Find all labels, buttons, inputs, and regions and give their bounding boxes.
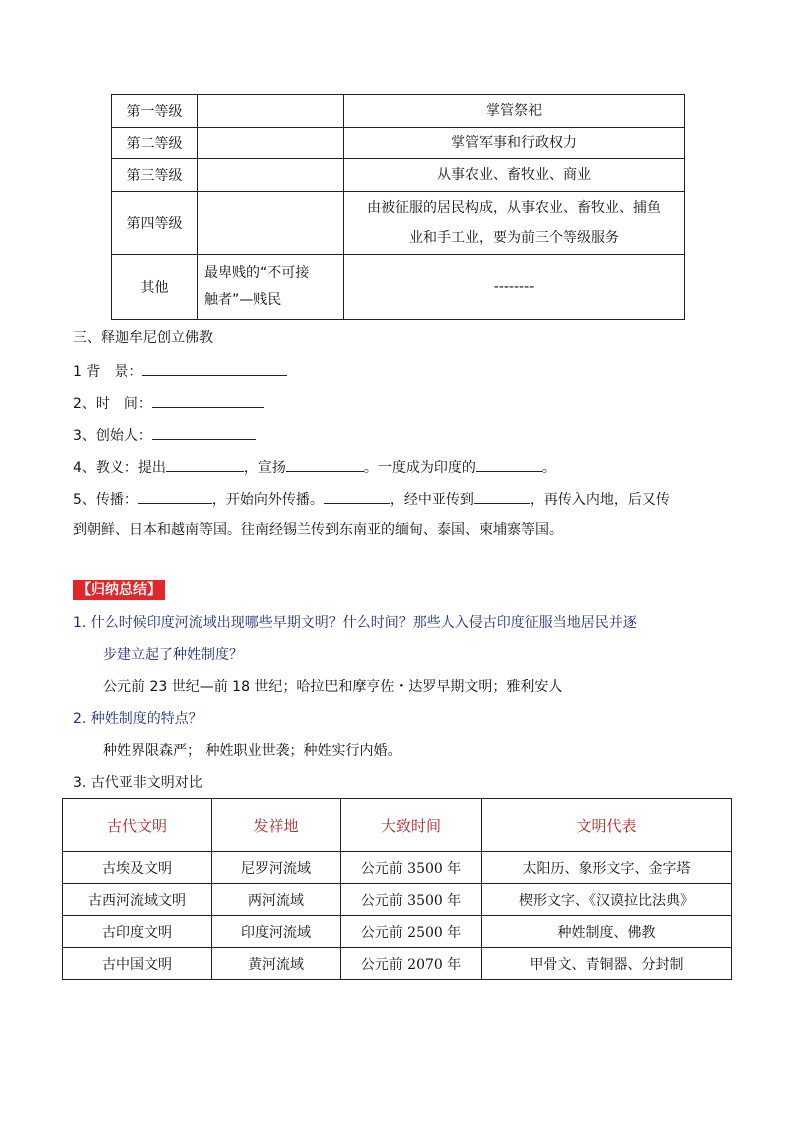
caste-group-blank xyxy=(198,159,344,192)
caste-table xyxy=(111,94,685,320)
caste-group-blank xyxy=(198,95,344,128)
section-title: 三、释迦牟尼创立佛教 xyxy=(73,330,213,346)
spread-text: ，开始向外传播。 xyxy=(211,492,324,508)
table-cell: 公元前 2070 年 xyxy=(341,948,482,980)
question-2: 2. 种姓制度的特点？ xyxy=(73,711,203,727)
answer-2: 种姓界限森严； 种姓职业世袭；种姓实行内婚。 xyxy=(103,743,402,759)
table-cell: 楔形文字、《汉谟拉比法典》 xyxy=(482,884,732,916)
spread-blank[interactable] xyxy=(474,488,530,504)
table-row xyxy=(112,128,685,159)
summary-tag: 【归纳总结】 xyxy=(73,580,165,600)
table-row xyxy=(63,852,732,884)
caste-duty: 掌管军事和行政权力 xyxy=(344,128,685,159)
table-row xyxy=(63,916,732,948)
table-cell: 古埃及文明 xyxy=(63,852,212,884)
table-row xyxy=(112,255,685,320)
spread-blank[interactable] xyxy=(138,488,212,504)
doctrine-blank[interactable] xyxy=(476,456,542,472)
caste-level: 其他 xyxy=(112,255,198,320)
caste-duty-line: 由被征服的居民构成，从事农业、畜牧业、捕鱼 xyxy=(367,200,661,216)
table-cell: 公元前 2500 年 xyxy=(341,916,482,948)
caste-level: 第四等级 xyxy=(112,192,198,255)
doctrine-text: 。 xyxy=(541,460,556,476)
civilization-table xyxy=(62,798,732,980)
table-cell: 甲骨文、青铜器、分封制 xyxy=(482,948,732,980)
table-cell: 古印度文明 xyxy=(63,916,212,948)
column-header: 发祥地 xyxy=(212,799,341,852)
spread-text: ，再传入内地，后又传 xyxy=(529,492,670,508)
caste-group xyxy=(198,255,344,320)
table-row xyxy=(112,95,685,128)
table-cell: 公元前 3500 年 xyxy=(341,852,482,884)
time-line xyxy=(73,392,264,414)
table-header-row xyxy=(63,799,732,852)
table-cell: 种姓制度、佛教 xyxy=(482,916,732,948)
caste-group-line: 触者”—贱民 xyxy=(204,292,282,308)
doctrine-line xyxy=(73,456,556,478)
doctrine-text: 。一度成为印度的 xyxy=(363,460,476,476)
table-row xyxy=(112,159,685,192)
question-1-cont: 步建立起了种姓制度？ xyxy=(103,647,243,663)
doctrine-text: ，宣扬 xyxy=(243,460,286,476)
table-cell: 黄河流域 xyxy=(212,948,341,980)
time-blank[interactable] xyxy=(152,392,264,408)
doctrine-blank[interactable] xyxy=(286,456,364,472)
column-header: 大致时间 xyxy=(341,799,482,852)
spread-text: 5、传播： xyxy=(73,492,138,508)
table-row xyxy=(63,884,732,916)
table-cell: 尼罗河流域 xyxy=(212,852,341,884)
table-cell: 印度河流域 xyxy=(212,916,341,948)
founder-label: 3、创始人： xyxy=(73,428,152,444)
caste-duty-line: 业和手工业，要为前三个等级服务 xyxy=(409,230,619,246)
caste-duty: 从事农业、畜牧业、商业 xyxy=(344,159,685,192)
caste-duty: -------- xyxy=(344,255,685,320)
question-1: 1. 什么时候印度河流域出现哪些早期文明？什么时间？那些人入侵古印度征服当地居民并逐 xyxy=(73,615,637,631)
doctrine-blank[interactable] xyxy=(166,456,244,472)
caste-group-blank xyxy=(198,128,344,159)
table-row xyxy=(63,948,732,980)
table-cell: 古西河流域文明 xyxy=(63,884,212,916)
time-label: 2、时 间： xyxy=(73,396,152,412)
founder-line xyxy=(73,424,256,446)
table-cell: 古中国文明 xyxy=(63,948,212,980)
caste-group-line: 最卑贱的“不可接 xyxy=(204,265,310,281)
background-blank[interactable] xyxy=(142,360,287,376)
spread-blank[interactable] xyxy=(324,488,390,504)
table-row xyxy=(112,192,685,255)
caste-duty xyxy=(344,192,685,255)
founder-blank[interactable] xyxy=(152,424,256,440)
spread-line-1 xyxy=(73,488,670,510)
table-cell: 太阳历、象形文字、金字塔 xyxy=(482,852,732,884)
spread-text: ，经中亚传到 xyxy=(389,492,474,508)
table-cell: 两河流域 xyxy=(212,884,341,916)
question-3: 3. 古代亚非文明对比 xyxy=(73,775,203,791)
caste-group-blank xyxy=(198,192,344,255)
column-header: 古代文明 xyxy=(63,799,212,852)
column-header: 文明代表 xyxy=(482,799,732,852)
caste-level: 第二等级 xyxy=(112,128,198,159)
caste-level: 第一等级 xyxy=(112,95,198,128)
answer-1: 公元前 23 世纪—前 18 世纪；哈拉巴和摩亨佐・达罗早期文明；雅利安人 xyxy=(103,679,563,695)
caste-duty: 掌管祭祀 xyxy=(344,95,685,128)
table-cell: 公元前 3500 年 xyxy=(341,884,482,916)
caste-level: 第三等级 xyxy=(112,159,198,192)
spread-line-2: 到朝鲜、日本和越南等国。往南经锡兰传到东南亚的缅甸、泰国、柬埔寨等国。 xyxy=(73,522,563,538)
doctrine-text: 4、教义：提出 xyxy=(73,460,166,476)
background-label: 1 背 景： xyxy=(73,364,143,380)
background-line xyxy=(73,360,287,382)
